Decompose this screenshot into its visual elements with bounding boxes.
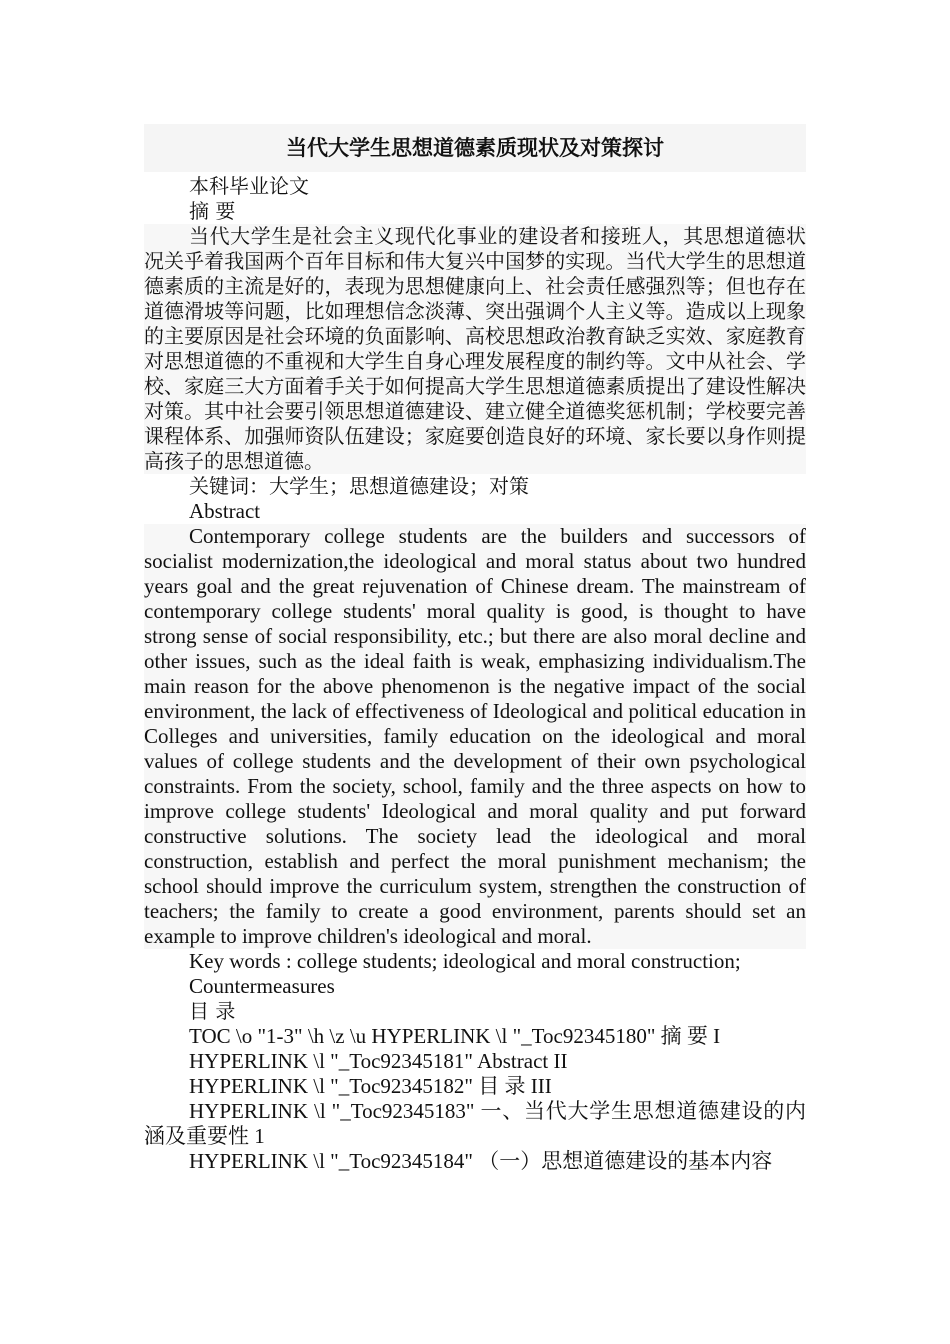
abstract-cn-heading: 摘 要 xyxy=(189,199,236,223)
keywords-cn: 关键词：大学生；思想道德建设；对策 xyxy=(189,474,529,498)
toc-entry[interactable]: HYPERLINK \l "_Toc92345181" Abstract II xyxy=(189,1049,568,1073)
document-title: 当代大学生思想道德素质现状及对策探讨 xyxy=(144,124,806,172)
keywords-en-line2: Countermeasures xyxy=(189,974,335,998)
toc-entry[interactable]: HYPERLINK \l "_Toc92345183" 一、当代大学生思想道德建设的内涵及重要性 1 xyxy=(144,1099,806,1148)
toc-heading: 目 录 xyxy=(189,999,236,1023)
document-page xyxy=(144,124,806,1174)
abstract-en-heading: Abstract xyxy=(189,499,261,523)
abstract-en-body: Contemporary college students are the builders and successors of socialist modernization,the ideological and moral status about two hundred years goal and the great rejuvenation of Chinese dream. The mainstream of contemporary college students' moral quality is good, is thought to have strong sense of social responsibility, etc.; but there are also moral decline and other issues, such as the ideal faith is weak, emphasizing individualism.The main reason for the above phenomenon is the negative impact of the social environment, the lack of effectiveness of Ideological and political education in Colleges and universities, family education on the ideological and moral values of college students and the development of their own psychological constraints. From the society, school, family and the three aspects on how to improve college students' Ideological and moral quality and put forward constructive solutions. The society lead the ideological and moral construction, establish and perfect the moral punishment mechanism; the school should improve the curriculum system, strengthen the construction of teachers; the family to create a good environment, parents should set an example to improve children's ideological and moral. xyxy=(144,524,806,948)
keywords-en-line1: Key words : college students; ideological and moral construction; xyxy=(189,949,741,973)
subtitle: 本科毕业论文 xyxy=(189,174,309,198)
toc-entry[interactable]: HYPERLINK \l "_Toc92345184" （一）思想道德建设的基本内容 xyxy=(189,1149,773,1173)
abstract-cn-body: 当代大学生是社会主义现代化事业的建设者和接班人，其思想道德状况关乎着我国两个百年目标和伟大复兴中国梦的实现。当代大学生的思想道德素质的主流是好的，表现为思想健康向上、社会责任感强烈等；但也存在道德滑坡等问题，比如理想信念淡薄、突出强调个人主义等。造成以上现象的主要原因是社会环境的负面影响、高校思想政治教育缺乏实效、家庭教育对思想道德的不重视和大学生自身心理发展程度的制约等。文中从社会、学校、家庭三大方面着手关于如何提高大学生思想道德素质提出了建设性解决对策。其中社会要引领思想道德建设、建立健全道德奖惩机制；学校要完善课程体系、加强师资队伍建设；家庭要创造良好的环境、家长要以身作则提高孩子的思想道德。 xyxy=(144,224,806,473)
toc-entry[interactable]: TOC \o "1-3" \h \z \u HYPERLINK \l "_Toc92345180" 摘 要 I xyxy=(189,1024,721,1048)
toc-entry[interactable]: HYPERLINK \l "_Toc92345182" 目 录 III xyxy=(189,1074,552,1098)
